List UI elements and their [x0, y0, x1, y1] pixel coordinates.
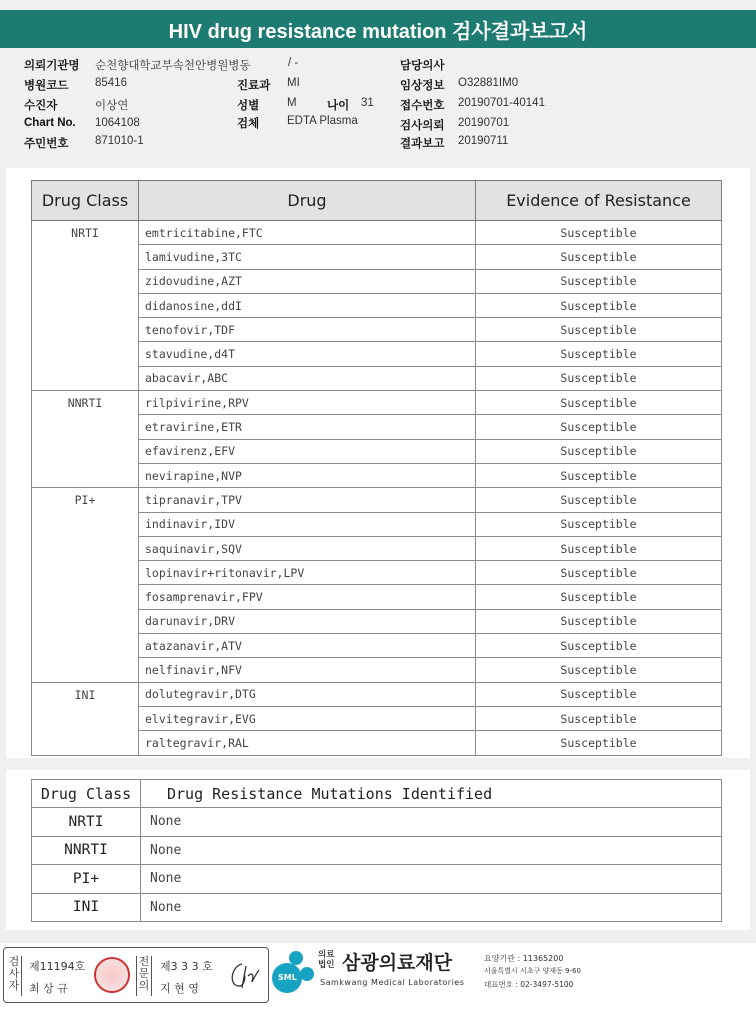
footer — [0, 943, 756, 1012]
mut-value-cell: None — [141, 865, 722, 894]
col-mut-class: Drug Class — [32, 780, 141, 808]
col-evidence: Evidence of Resistance — [476, 181, 722, 221]
report-value: 20190711 — [458, 135, 509, 147]
evidence-cell: Susceptible — [476, 561, 722, 585]
rrn-label: 주민번호 — [24, 138, 69, 150]
doctor-label: 담당의사 — [400, 60, 445, 72]
table-row — [32, 808, 722, 837]
signature-box — [3, 947, 269, 1003]
mut-class-cell: PI+ — [32, 865, 141, 894]
table-row — [32, 836, 722, 865]
seal-icon — [94, 957, 130, 993]
examiner-label: 검사자 — [7, 956, 22, 996]
resistance-table — [31, 180, 722, 756]
mutations-table — [31, 779, 722, 922]
drug-cell: zidovudine,AZT — [139, 269, 476, 293]
drug-cell: indinavir,IDV — [139, 512, 476, 536]
signature-icon — [224, 958, 262, 994]
sex-value: M — [287, 97, 297, 109]
evidence-cell: Susceptible — [476, 245, 722, 269]
drug-cell: saquinavir,SQV — [139, 536, 476, 560]
dept-label: 진료과 — [237, 80, 271, 92]
evidence-cell: Susceptible — [476, 391, 722, 415]
hospital-code-label: 병원코드 — [24, 80, 69, 92]
examiner-name: 최 상 규 — [29, 982, 68, 995]
drug-cell: atazanavir,ATV — [139, 634, 476, 658]
institution-value: 순천향대학교부속천안병원병동 — [95, 60, 251, 72]
mut-value-cell: None — [141, 893, 722, 922]
evidence-cell: Susceptible — [476, 293, 722, 317]
col-drug: Drug — [139, 181, 476, 221]
drug-class-cell: INI — [32, 682, 139, 755]
mut-value-cell: None — [141, 808, 722, 837]
drug-cell: nelfinavir,NFV — [139, 658, 476, 682]
drug-cell: etravirine,ETR — [139, 415, 476, 439]
mut-value-cell: None — [141, 836, 722, 865]
drug-cell: tenofovir,TDF — [139, 318, 476, 342]
evidence-cell: Susceptible — [476, 585, 722, 609]
evidence-cell: Susceptible — [476, 682, 722, 706]
request-value: 20190701 — [458, 117, 510, 129]
org-address: 서울특별시 서초구 양재동 9-60 — [484, 967, 581, 975]
resistance-table-body — [32, 221, 722, 756]
evidence-cell: Susceptible — [476, 463, 722, 487]
drug-cell: didanosine,ddI — [139, 293, 476, 317]
drug-cell: abacavir,ABC — [139, 366, 476, 390]
drug-cell: darunavir,DRV — [139, 609, 476, 633]
drug-cell: raltegravir,RAL — [139, 731, 476, 755]
mutations-panel — [6, 770, 750, 930]
age-label: 나이 — [327, 100, 350, 112]
chart-label: Chart No. — [24, 117, 76, 129]
request-label: 검사의뢰 — [400, 120, 445, 132]
drug-cell: stavudine,d4T — [139, 342, 476, 366]
table-row — [32, 682, 722, 706]
table-row — [32, 865, 722, 894]
institution-label: 의뢰기관명 — [24, 60, 80, 72]
patient-info — [0, 55, 756, 155]
evidence-cell: Susceptible — [476, 731, 722, 755]
evidence-cell: Susceptible — [476, 439, 722, 463]
hospital-code-value: 85416 — [95, 77, 127, 89]
sml-text: SML — [278, 973, 297, 982]
org-english: Samkwang Medical Laboratories — [320, 978, 465, 987]
table-row — [32, 221, 722, 245]
org-phone: 대표번호 : 02-3497-5100 — [484, 980, 574, 989]
org-prefix: 의료법인 — [318, 950, 335, 970]
table-row — [32, 893, 722, 922]
drug-class-cell: PI+ — [32, 488, 139, 682]
dept-value: MI — [287, 77, 300, 89]
evidence-cell: Susceptible — [476, 536, 722, 560]
report-label: 결과보고 — [400, 138, 445, 150]
patient-label: 수진자 — [24, 100, 58, 112]
evidence-cell: Susceptible — [476, 342, 722, 366]
drug-cell: emtricitabine,FTC — [139, 221, 476, 245]
drug-class-cell: NNRTI — [32, 391, 139, 488]
table-row — [32, 391, 722, 415]
specialist-name: 지 현 영 — [160, 982, 199, 995]
drug-cell: lopinavir+ritonavir,LPV — [139, 561, 476, 585]
drug-cell: efavirenz,EFV — [139, 439, 476, 463]
drug-cell: elvitegravir,EVG — [139, 706, 476, 730]
evidence-cell: Susceptible — [476, 658, 722, 682]
col-drug-class: Drug Class — [32, 181, 139, 221]
patient-value: 이상연 — [95, 100, 129, 112]
evidence-cell: Susceptible — [476, 634, 722, 658]
resistance-panel — [6, 168, 750, 758]
clinical-value: O32881IM0 — [458, 77, 519, 89]
evidence-cell: Susceptible — [476, 415, 722, 439]
examiner-license: 제11194호 — [29, 960, 86, 973]
evidence-cell: Susceptible — [476, 318, 722, 342]
chart-value: 1064108 — [95, 117, 140, 129]
mut-class-cell: INI — [32, 893, 141, 922]
evidence-cell: Susceptible — [476, 221, 722, 245]
table-row — [32, 488, 722, 512]
rrn-value: 871010-1 — [95, 135, 144, 147]
mut-class-cell: NRTI — [32, 808, 141, 837]
clinical-label: 임상정보 — [400, 80, 445, 92]
drug-class-cell: NRTI — [32, 221, 139, 391]
evidence-cell: Susceptible — [476, 512, 722, 536]
receipt-value: 20190701-40141 — [458, 97, 545, 109]
evidence-cell: Susceptible — [476, 366, 722, 390]
evidence-cell: Susceptible — [476, 706, 722, 730]
drug-cell: dolutegravir,DTG — [139, 682, 476, 706]
specialist-license: 제3 3 3 호 — [160, 960, 213, 973]
drug-cell: lamivudine,3TC — [139, 245, 476, 269]
col-mutations: Drug Resistance Mutations Identified — [141, 780, 722, 808]
specimen-value: EDTA Plasma — [287, 115, 358, 127]
receipt-label: 접수번호 — [400, 100, 445, 112]
org-code: 요양기관 : 11365200 — [484, 954, 564, 963]
evidence-cell: Susceptible — [476, 488, 722, 512]
drug-cell: fosamprenavir,FPV — [139, 585, 476, 609]
drug-cell: tipranavir,TPV — [139, 488, 476, 512]
drug-cell: rilpivirine,RPV — [139, 391, 476, 415]
drug-cell: nevirapine,NVP — [139, 463, 476, 487]
ward-value: / - — [288, 57, 299, 69]
report-title: HIV drug resistance mutation 검사결과보고서 — [0, 10, 756, 48]
evidence-cell: Susceptible — [476, 609, 722, 633]
sex-label: 성별 — [237, 100, 260, 112]
org-name: 삼광의료재단 — [342, 952, 453, 974]
age-value: 31 — [361, 97, 374, 109]
specimen-label: 검체 — [237, 118, 260, 130]
evidence-cell: Susceptible — [476, 269, 722, 293]
specialist-label: 전문의 — [136, 956, 152, 996]
mut-class-cell: NNRTI — [32, 836, 141, 865]
